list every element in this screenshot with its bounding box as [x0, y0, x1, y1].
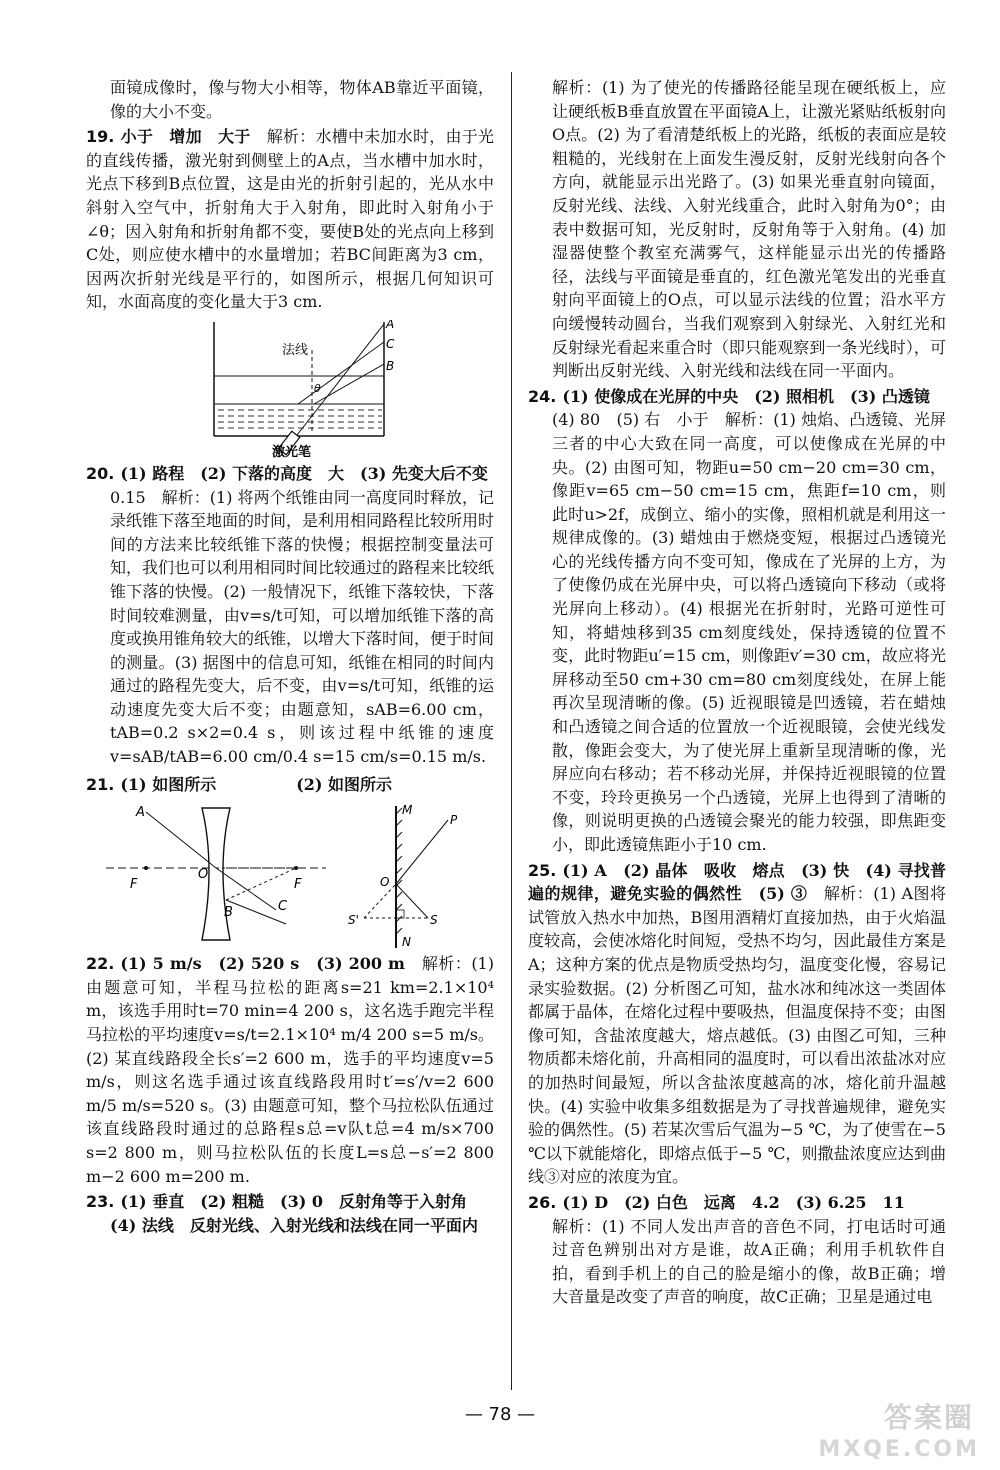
point-c-label: C	[386, 336, 395, 351]
answer-part-1: (1) 如图所示	[120, 774, 217, 794]
mirror-top-label: M	[402, 803, 413, 818]
analysis-text: 解析：(1) 为了使光的传播路径能呈现在硬纸板上，应让硬纸板B垂直放置在平面镜A上，让激光紧贴纸板射向O点。(2) 为了看清楚纸板上的光路，纸板的表面应是较粗糙的，光线射在上面发生漫反射，反射光线射向各个方向，就能显示出光路了。(3) 如果光垂直射向镜面，反射光线、法线、入射光线重合，此时入射角为0°；由表中数据可知，光反射时，反射角等于入射角。(4) 加湿器使整个教室充满雾气，这样能显示出光的传播路径，法线与平面镜是垂直的，红色激光笔发出的光垂直射向平面镜上的O点，可以显示法线的位置；沿水平方向缓慢转动圆台，当我们观察到入射绿光、入射红光和反射绿光看起来重合时（即只能观察到一条光线时），可判断出反射光线、入射光线和法线在同一平面内。	[552, 78, 946, 381]
analysis-text: 解析：(1) 不同人发出声音的音色不同，打电话时可通过音色辨别出对方是谁，故A正确；利用手机软件自拍，看到手机上的自己的脸是缩小的像，故B正确；增大音量是改变了声音的响度，故C正确；卫星是通过电	[552, 1216, 946, 1307]
theta-label: θ	[314, 381, 321, 395]
laser-pointer-label: 激光笔	[272, 444, 312, 458]
question-21	[86, 773, 494, 797]
answer-key: (1) 路程 (2) 下落的高度 大 (3) 先变大后不变	[120, 463, 488, 483]
analysis-text: 解析：(1) 由题意可知，半程马拉松的距离s=21 km=2.1×10⁴ m，该选手用时t=70 min=4 200 s，这名选手跑完半程马拉松的平均速度v=s/t=2.1×10⁴ m/4 200 s=5 m/s。(2) 某直线路段全长s′=2 600 m，选手的平均速度v=5 m/s，则这名选手通过该直线路段用时t′=s′/v=2 600 m/5 m/s=520 s。(3) 由题意可知，整个马拉松队伍通过该直线路段时通过的总路程s总=v队t总=4 m/s×700 s=2 800 m，则马拉松队伍的长度L=s总−s′=2 800 m−2 600 m=200 m.	[86, 954, 494, 1186]
analysis-text: 解析：水槽中未加水时，由于光的直线传播，激光射到侧壁上的A点，当水槽中加水时，光点下移到B点位置，这是由光的折射引起的，光从水中斜射入空气中，折射角大于入射角，即此时入射角小于∠θ；因入射角和折射角都不变，要使B处的光点向上移到C处，则应使水槽中的水量增加；若BC间距离为3 cm，因两次折射光线是平行的，如图所示，根据几何知识可知，水面高度的变化量大于3 cm.	[86, 127, 494, 312]
answer-text: 面镜成像时，像与物大小相等，物体AB靠近平面镜，像的大小不变。	[110, 78, 494, 121]
question-19	[86, 125, 494, 314]
answer-part-2: (2) 如图所示	[296, 774, 393, 794]
question-20	[86, 462, 494, 486]
answer-key: (1) 垂直 (2) 粗糙 (3) 0 反射角等于入射角	[120, 1192, 468, 1212]
watermark-logo: 答案圈	[883, 1401, 974, 1434]
question-number: 21.	[86, 774, 115, 794]
point-a-label: A	[136, 805, 145, 821]
question-23	[86, 1190, 494, 1214]
optical-center-label: O	[198, 867, 209, 883]
page-number: — 78 —	[464, 1404, 536, 1425]
point-o-label: O	[380, 875, 390, 890]
analysis-text: (4) 80 (5) 右 小于 解析：(1) 烛焰、凸透镜、光屏三者的中心大致在同一高度，可以使像成在光屏的中央。(2) 由图可知，物距u=50 cm−20 cm=30 cm，像距v=65 cm−50 cm=15 cm，焦距f=10 cm，则此时u>2f，成倒立、缩小的实像，照相机就是利用这一规律成像的。(3) 蜡烛由于燃烧变短，根据过凸透镜光心的光线传播方向不变可知，像成在了光屏的上方，为了使像仍成在光屏中央，可以将凸透镜向下移动（或将光屏向上移动）。(4) 根据光在折射时，光路可逆性可知，将蜡烛移到35 cm刻度线处，保持透镜的位置不变，此时物距u′=15 cm，则像距v′=30 cm，故应将光屏移动至50 cm+30 cm=80 cm刻度线处，在屏上能再次呈现清晰的像。(5) 近视眼镜是凹透镜，若在蜡烛和凸透镜之间合适的位置放一个近视眼镜，会使光线发散，像距会变大，为了使光屏上重新呈现清晰的像，光屏应向右移动；若不移动光屏，并保持近视眼镜的位置不变，玲玲更换另一个凸透镜，光屏上也得到了清晰的像，则说明更换的凸透镜会聚光的能力较强，即焦距变小，即此透镜焦距小于10 cm.	[552, 410, 946, 854]
normal-line-label: 法线	[282, 342, 309, 358]
answer-key-continued: (4) 法线 反射光线、入射光线和法线在同一平面内	[110, 1215, 478, 1235]
plane-mirror-figure	[336, 800, 486, 950]
focus-right-label: F	[294, 877, 302, 893]
point-s-label: S	[430, 913, 438, 928]
point-a-label: A	[386, 319, 395, 331]
question-number: 22.	[86, 954, 115, 974]
question-24	[528, 385, 946, 409]
question-number: 26.	[528, 1192, 557, 1212]
analysis-text: 解析：(1) A图将试管放入热水中加热，B图用酒精灯直接加热，由于火焰温度较高，会使冰熔化时间短，受热不均匀，因此最佳方案是A；这种方案的优点是物质受热均匀，温度变化慢，容易记录实验数据。(2) 分析图乙可知，盐水冰和纯冰这一类固体都属于晶体，在熔化过程中要吸热，但温度保持不变；由图像可知，含盐浓度越大，熔点越低。(3) 由图乙可知，三种物质都未熔化前，升高相同的温度时，可以看出浓盐冰对应的加热时间最短，所以含盐浓度越高的冰，熔化前升温越快。(4) 实验中收集多组数据是为了寻找普遍规律，避免实验的偶然性。(5) 若某次雪后气温为−5 ℃，为了使雪在−5 ℃以下就能熔化，即熔点低于−5 ℃，则撒盐浓度应达到曲线③对应的浓度为宜。	[528, 884, 946, 1187]
answer-key: (1) D (2) 白色 远离 4.2 (3) 6.25 11	[562, 1192, 905, 1212]
question-22	[86, 952, 494, 1188]
question-number: 25.	[528, 860, 557, 880]
question-21-figures	[86, 800, 494, 952]
concave-lens-figure	[106, 800, 326, 950]
question-number: 20.	[86, 463, 115, 483]
answer-key: (1) 使像成在光屏的中央 (2) 照相机 (3) 凸透镜	[562, 386, 930, 406]
question-25	[528, 859, 946, 1189]
water-tank-refraction-figure	[186, 320, 396, 458]
answer-key: (1) A (2) 晶体 吸收 熔点 (3) 快 (4) 寻找普遍的规律，避免实验的偶然性 (5) ③	[528, 860, 946, 904]
point-c-label: C	[278, 899, 288, 915]
left-column	[86, 76, 494, 1237]
watermark-url: MXQE.COM	[818, 1437, 980, 1462]
question-number: 24.	[528, 386, 557, 406]
analysis-text: 0.15 解析：(1) 将两个纸锥由同一高度同时释放，记录纸锥下落至地面的时间，是利用相同路程比较所用时间的方法来比较纸锥下落的快慢；根据控制变量法可知，我们也可以利用相同时间比较通过的路程来比较纸锥下落的快慢。(2) 一般情况下，纸锥下落较快，下落时间较难测量，由v=s/t可知，可以增加纸锥下落的高度或换用锥角较大的纸锥，以增大下落时间，便于时间的测量。(3) 据图中的信息可知，纸锥在相同的时间内通过的路程先变大，后不变，由v=s/t可知，纸锥的运动速度先变大后不变；由题意知，sAB=6.00 cm，tAB=0.2 s×2=0.4 s，则该过程中纸锥的速度v=sAB/tAB=6.00 cm/0.4 s=15 cm/s=0.15 m/s.	[110, 487, 495, 767]
answer-key: (1) 5 m/s (2) 520 s (3) 200 m	[120, 954, 405, 974]
focus-left-label: F	[130, 877, 138, 893]
point-p-label: P	[450, 813, 458, 828]
answer-key: 小于 增加 大于	[120, 127, 251, 147]
mirror-bottom-label: N	[402, 935, 411, 950]
virtual-image-label: S'	[348, 913, 359, 928]
point-b-label: B	[386, 358, 395, 373]
question-26	[528, 1191, 946, 1215]
question-number: 23.	[86, 1192, 115, 1212]
right-column	[528, 76, 946, 1309]
question-number: 19.	[86, 127, 115, 147]
point-b-label: B	[224, 905, 233, 921]
column-divider	[511, 72, 512, 1390]
